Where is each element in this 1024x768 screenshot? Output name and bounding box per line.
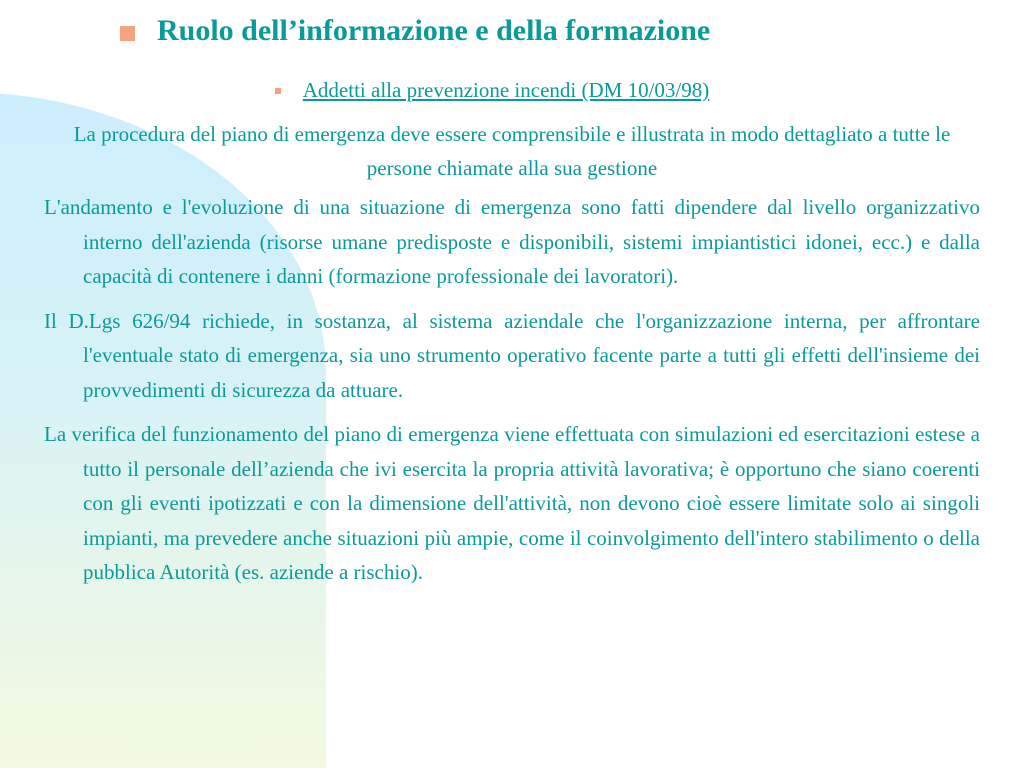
subtitle-row (0, 78, 1024, 103)
paragraph: La verifica del funzionamento del piano di emergenza viene effettuata con simulazioni ed esercitazioni estese a tutto il personale dell’azienda che ivi esercita la propria attività lavorativa; è opportuno che siano coerenti con gli eventi ipotizzati e con la dimensione dell'attività, non devono cioè essere limitate solo ai singoli impianti, ma prevedere anche situazioni più ampie, come il coinvolgimento dell'intero stabilimento o della pubblica Autorità (es. aziende a rischio). (44, 422, 980, 584)
paragraph: Il D.Lgs 626/94 richiede, in sostanza, al sistema aziendale che l'organizzazione interna, per affrontare l'eventuale stato di emergenza, sia uno strumento operativo facente parte a tutti gli effetti dell'insieme dei provvedimenti di sicurezza da attuare. (44, 308, 980, 402)
small-square-bullet-icon (275, 88, 281, 94)
square-bullet-icon (120, 26, 135, 41)
slide-title: Ruolo dell’informazione e della formazione (157, 14, 711, 47)
title-row (120, 14, 710, 48)
paragraph: L'andamento e l'evoluzione di una situazione di emergenza sono fatti dipendere dal livello organizzativo interno dell'azienda (risorse umane predisposte e disponibili, sistemi impiantistici idonei, ecc.) e dalla capacità di contenere i danni (formazione professionale dei lavoratori). (44, 195, 980, 288)
intro-text: La procedura del piano di emergenza deve essere comprensibile e illustrata in modo dettagliato a tutte le persone chiamate alla sua gestione (73, 122, 951, 180)
body-text (44, 190, 980, 600)
slide-subtitle: Addetti alla prevenzione incendi (DM 10/03/98) (302, 78, 710, 102)
